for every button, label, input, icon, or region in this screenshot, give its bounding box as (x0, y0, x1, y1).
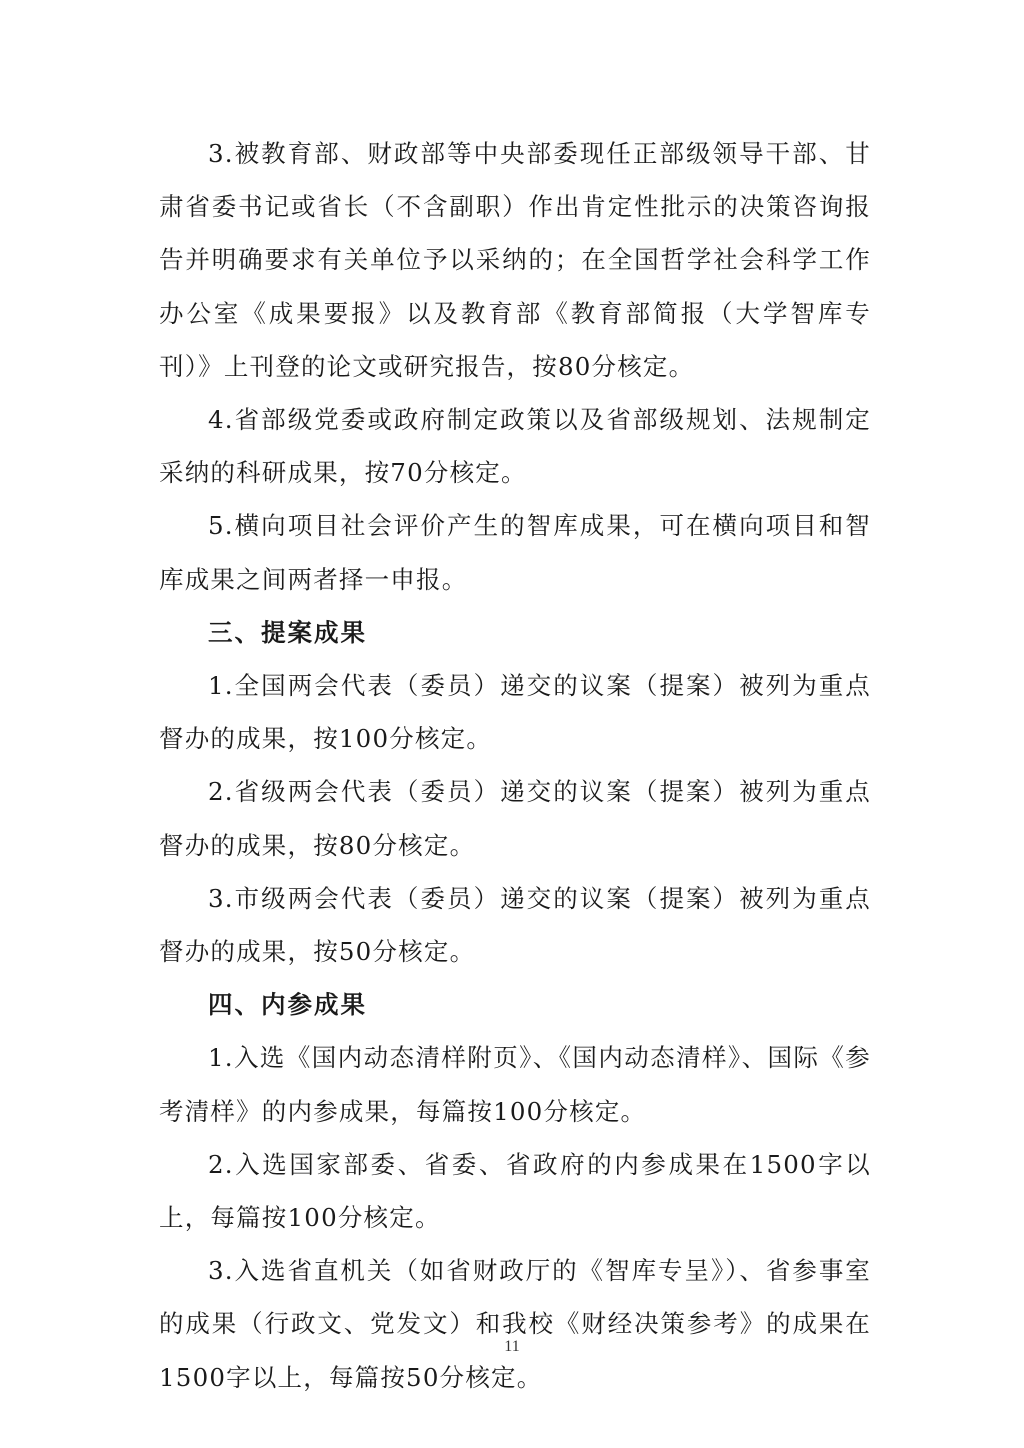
section-heading-4: 四、内参成果 (208, 990, 367, 1020)
paragraph-2-4: 4.省部级党委或政府制定政策以及省部级规划、法规制定采纳的科研成果，按70分核定。 (159, 405, 871, 488)
document-body (159, 127, 871, 1404)
paragraph-4-1: 1.入选《国内动态清样附页》、《国内动态清样》、国际《参考清样》的内参成果，每篇按100分核定。 (159, 1043, 871, 1126)
section-heading-3: 三、提案成果 (208, 617, 367, 647)
paragraph-4-2: 2.入选国家部委、省委、省政府的内参成果在1500字以上，每篇按100分核定。 (159, 1149, 871, 1233)
paragraph-4-3: 3.入选省直机关（如省财政厅的《智库专呈》）、省参事室的成果（行政文、党发文）和我校《财经决策参考》的成果在1500字以上，每篇按50分核定。 (159, 1256, 871, 1392)
paragraph-3-1: 1.全国两会代表（委员）递交的议案（提案）被列为重点督办的成果，按100分核定。 (159, 671, 871, 754)
page-number: 11 (504, 1338, 520, 1355)
paragraph-3-3: 3.市级两会代表（委员）递交的议案（提案）被列为重点督办的成果，按50分核定。 (159, 883, 871, 967)
paragraph-2-5: 5.横向项目社会评价产生的智库成果，可在横向项目和智库成果之间两者择一申报。 (159, 511, 871, 594)
paragraph-2-3: 3.被教育部、财政部等中央部委现任正部级领导干部、甘肃省委书记或省长（不含副职）作出肯定性批示的决策咨询报告并明确要求有关单位予以采纳的；在全国哲学社会科学工作办公室《成果要报》以及教育部《教育部简报（大学智库专刊）》上刊登的论文或研究报告，按80分核定。 (159, 139, 871, 381)
paragraph-3-2: 2.省级两会代表（委员）递交的议案（提案）被列为重点督办的成果，按80分核定。 (159, 777, 871, 860)
